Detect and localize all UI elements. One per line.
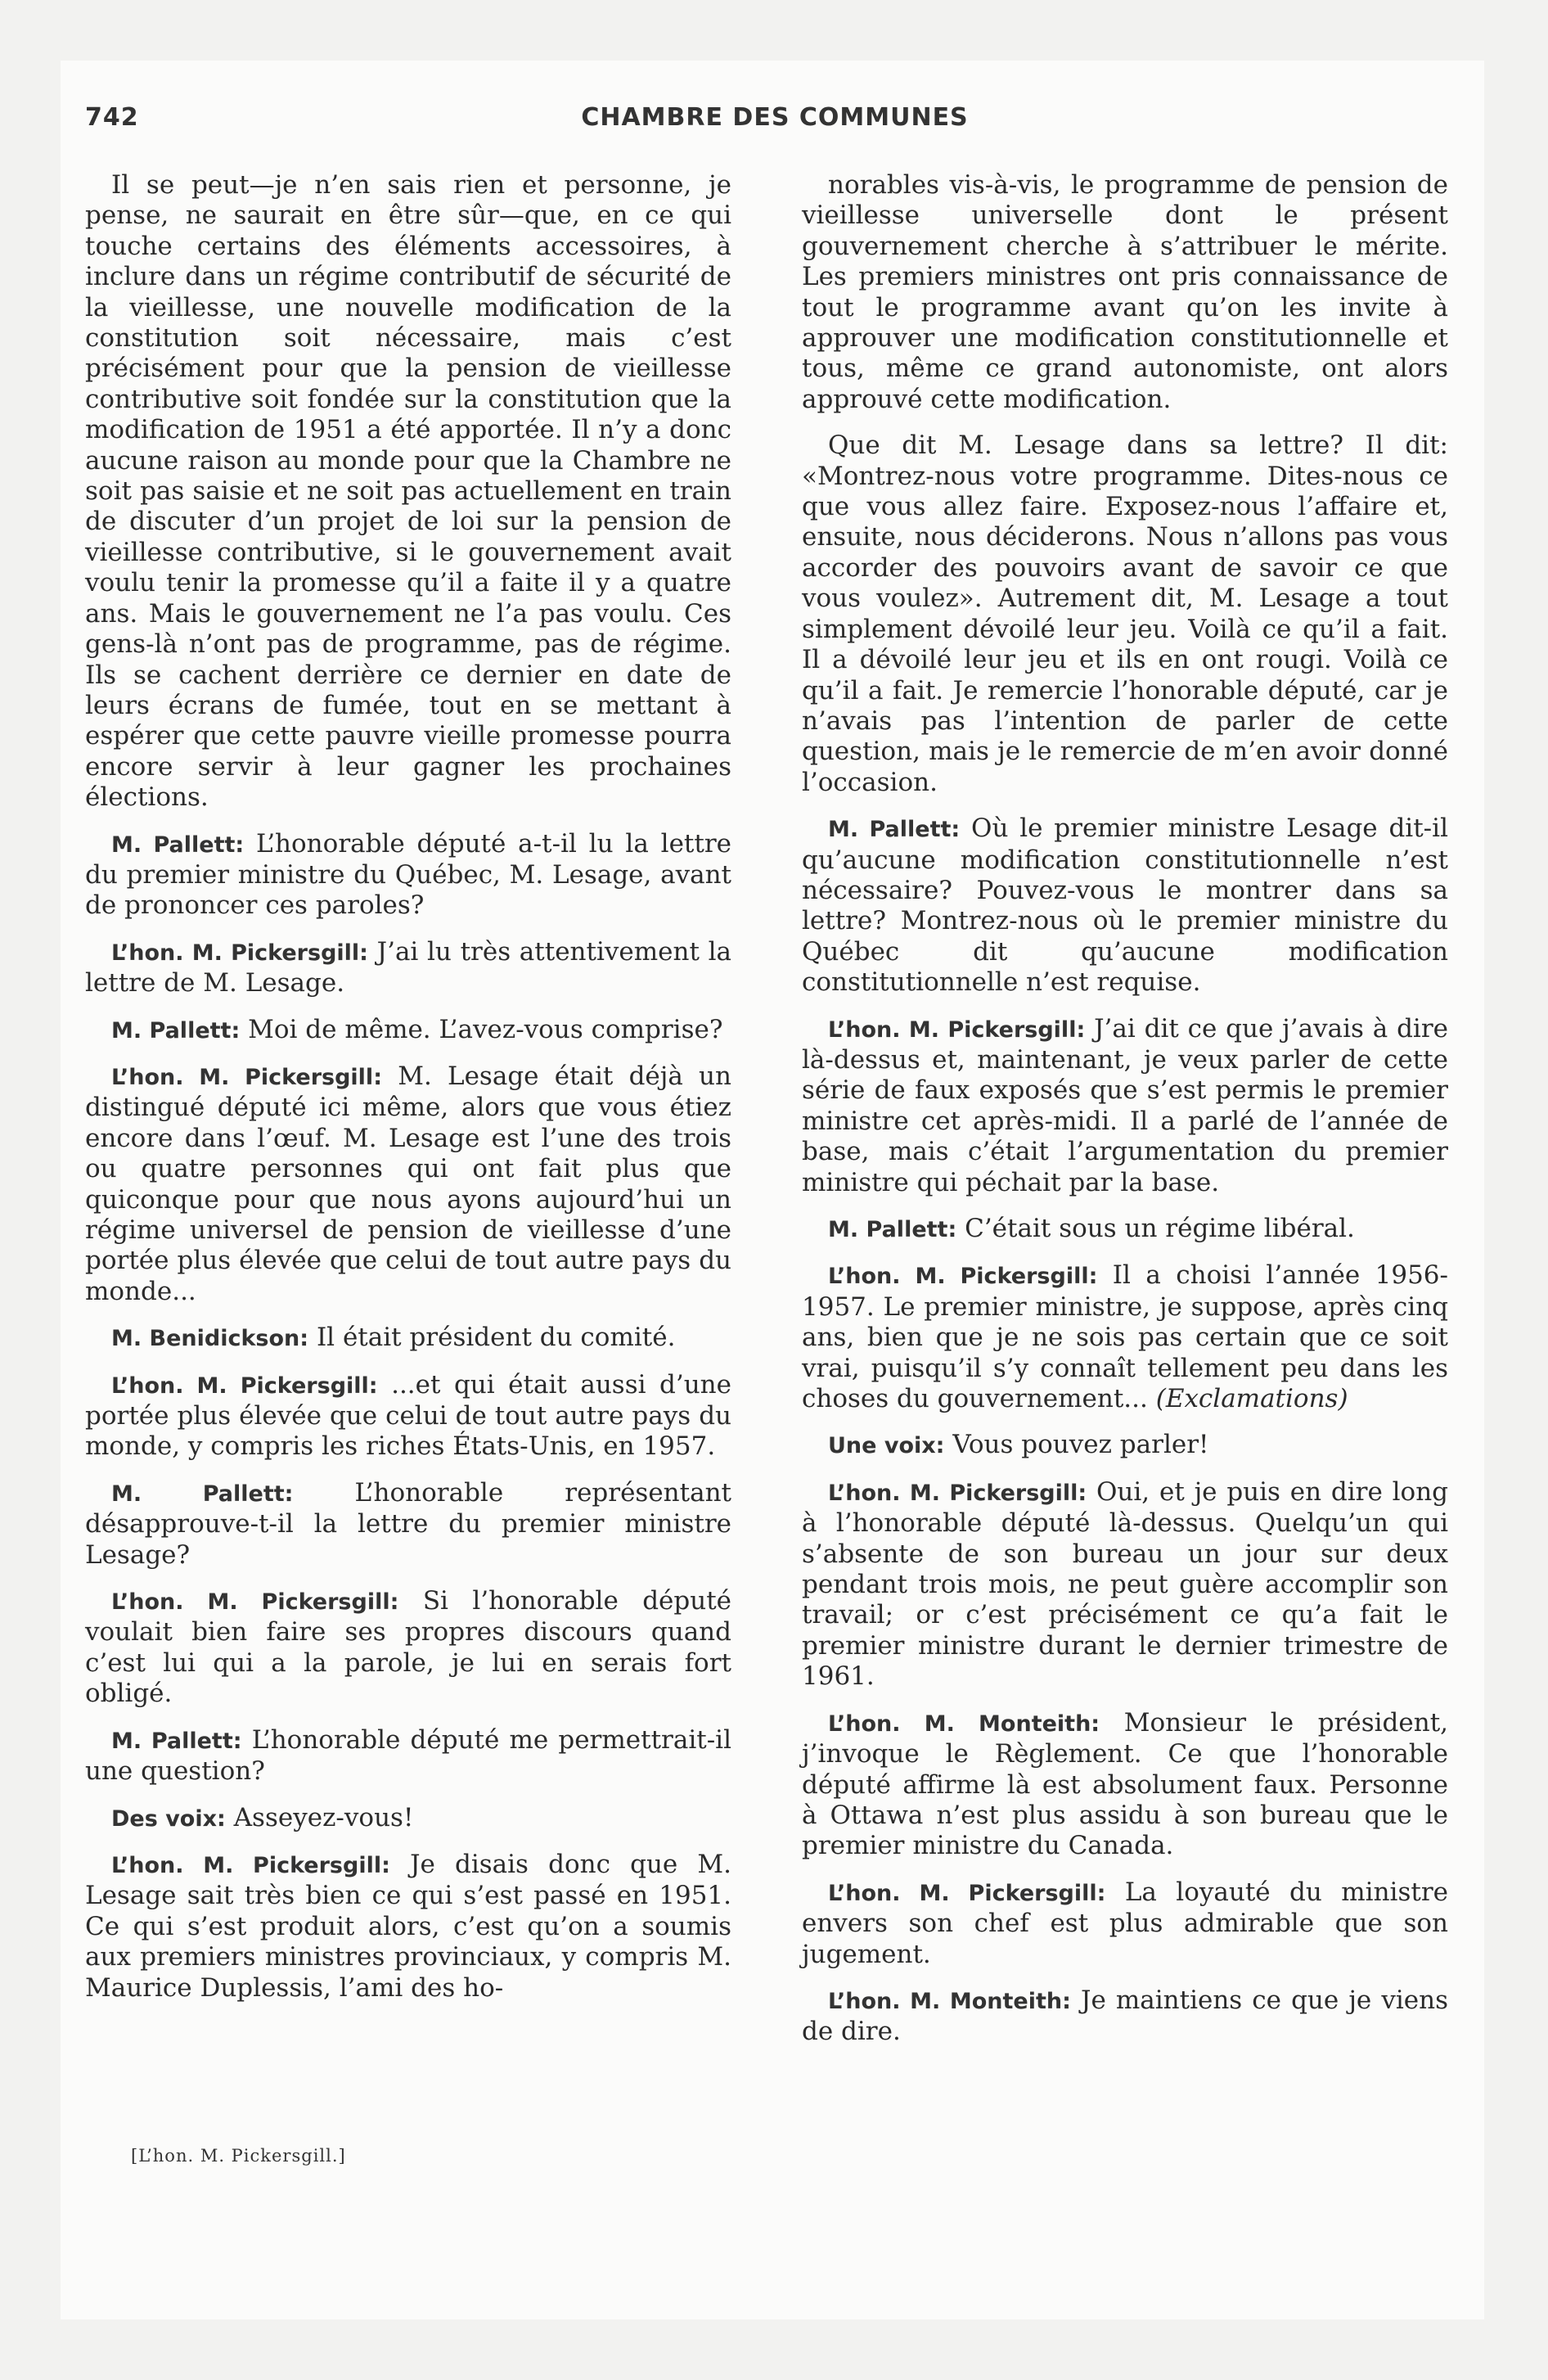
paragraph [802,1014,1448,1198]
speaker-name: L’hon. M. Pickersgill: [828,1264,1098,1290]
speaker-name: L’hon. M. Pickersgill: [111,1852,390,1878]
paragraph-text: J’ai dit ce que j’avais à dire là-dessus et, maintenant, je veux parler de cette série de faux exposés que s’est permis le premier ministre cet après-midi. Il a parlé de l’année de base, mais c’était l’argumentation du premier ministre qui péchait par la base. [802,1013,1449,1197]
paragraph-text: L’honorable député me permettrait-il une question? [85,1724,732,1787]
page-header [85,103,1465,144]
paragraph-text: M. Lesage était déjà un distingué député ici même, alors que vous étiez encore dans l’œuf. M. Lesage est l’une des trois ou quatre personnes qui ont fait plus que quiconque pour que nous ayons aujourd’hui un régime universel de pension de vieillesse d’une portée plus élevée que celui de tout autre pays du monde... [85,1061,731,1306]
speaker-name: M. Pallett: [111,1728,242,1754]
paragraph [802,814,1448,998]
paragraph-text: Si l’honorable député voulait bien faire ses propres discours quand c’est lui qui a la parole, je lui en serais fort obligé. [85,1586,732,1709]
stage-direction: (Exclamations) [1155,1384,1348,1414]
paragraph-text: Il était président du comité. [316,1323,676,1353]
speaker-name: L’hon. M. Monteith: [828,1988,1071,2014]
paragraph [85,937,731,999]
paragraph [85,1062,731,1307]
speaker-name: Une voix: [828,1433,945,1459]
speaker-name: L’hon. M. Pickersgill: [828,1880,1106,1906]
speaker-name: L’hon. M. Pickersgill: [828,1480,1087,1506]
paragraph-text: Je disais donc que M. Lesage sait très bien ce qui s’est passé en 1951. Ce qui s’est produit alors, c’est qu’on a soumis aux premiers ministres provinciaux, y compris M. Maurice Duplessis, l’ami des ho- [85,1849,732,2003]
paragraph [802,170,1448,415]
paragraph [85,1015,731,1046]
paragraph-text: Vous pouvez parler! [952,1430,1209,1460]
right-column [802,170,1448,2063]
paragraph [85,1803,731,1834]
paragraph [802,1214,1448,1245]
paragraph [85,1725,731,1787]
paragraph-text: Je maintiens ce que je viens de dire. [802,1985,1448,2047]
speaker-name: M. Pallett: [111,1017,241,1044]
paragraph [85,1370,731,1463]
speaker-name: L’hon. M. Pickersgill: [111,1373,378,1399]
paragraph [85,1478,731,1571]
speaker-name: M. Pallett: [111,1481,294,1507]
speaker-name: M. Pallett: [828,1217,957,1242]
speaker-name: Des voix: [111,1805,226,1832]
paragraph [85,829,731,922]
paragraph [802,1877,1448,1970]
paragraph-text: Il se peut—je n’en sais rien et personne, je pense, ne saurait en être sûr—que, en ce qui touche certains des éléments accessoires, à inclure dans un régime contributif de sécurité de la vieillesse, une nouvelle modification de la constitution soit nécessaire, mais c’est précisément pour que la pension de vieillesse contributive soit fondée sur la constitution que la modification de 1951 a été apportée. Il n’y a donc aucune raison au monde pour que la Chambre ne soit pas saisie et ne soit pas actuellement en train de discuter d’un projet de loi sur la pension de vieillesse contributive, si le gouvernement avait voulu tenir la promesse qu’il a faite il y a quatre ans. Mais le gouvernement ne l’a pas voulu. Ces gens-là n’ont pas de programme, pas de régime. Ils se cachent derrière ce dernier en date de leurs écrans de fumée, tout en se mettant à espérer que cette pauvre vieille promesse pourra encore servir à leur gagner les prochaines élections. [85,170,731,813]
paragraph-text: La loyauté du ministre envers son chef est plus admirable que son jugement. [802,1877,1448,1969]
paragraph [85,1850,731,2004]
speaker-name: M. Benidickson: [111,1326,309,1352]
running-title: CHAMBRE DES COMMUNES [581,103,969,132]
paragraph-text: Que dit M. Lesage dans sa lettre? Il dit: «Montrez-nous votre programme. Dites-nous ce que vous allez faire. Exposez-nous l’affaire et, ensuite, nous déciderons. Nous n’allons pas vous accorder des pouvoirs avant de savoir ce que vous voulez». Autrement dit, M. Lesage a tout simplement dévoilé leur jeu. Voilà ce qu’il a fait. Il a dévoilé leur jeu et ils en ont rougi. Voilà ce qu’il a fait. Je remercie l’honorable député, car je n’avais pas l’intention de parler de cette question, mais je le remercie de m’en avoir donné l’occasion. [802,430,1448,797]
speaker-name: L’hon. M. Pickersgill: [111,1589,399,1616]
speaker-name: L’hon. M. Pickersgill: [111,940,368,966]
speaker-name: L’hon. M. Pickersgill: [111,1064,382,1090]
paragraph-text: L’honorable représentant désapprouve-t-il la lettre du premier ministre Lesage? [85,1477,731,1570]
speaker-name: M. Pallett: [828,817,961,843]
speaker-name: L’hon. M. Pickersgill: [828,1016,1086,1043]
footer-speaker-note: [L’hon. M. Pickersgill.] [131,2146,346,2166]
paragraph-text: L’honorable député a-t-il lu la lettre du premier ministre du Québec, M. Lesage, avant de prononcer ces paroles? [85,828,731,921]
paragraph [85,1586,731,1710]
paragraph [802,1708,1448,1862]
paragraph-text: Moi de même. L’avez-vous comprise? [248,1014,723,1044]
paragraph [802,1430,1448,1461]
paragraph-text: Asseyez-vous! [233,1802,414,1832]
paragraph-text: Où le premier ministre Lesage dit-il qu’aucune modification constitutionnelle n’est nécessaire? Pouvez-vous le montrer dans sa lettre? Montrez-nous où le premier ministre du Québec dit qu’aucune modification constitutionnelle n’est requise. [802,814,1448,998]
page-number: 742 [85,103,139,132]
paragraph-text: Il a choisi l’année 1956-1957. Le premier ministre, je suppose, après cinq ans, bien que je ne sois pas certain que ce soit vrai, puisqu’il s’y connaît tellement peu dans les choses du gouvernement... [802,1260,1449,1414]
speaker-name: M. Pallett: [111,832,245,858]
paragraph-text: C’était sous un régime libéral. [965,1214,1355,1243]
paragraph [85,170,731,814]
left-column [85,170,731,2019]
paragraph-text: Oui, et je puis en dire long à l’honorable député là-dessus. Quelqu’un qui s’absente de son bureau un jour sur deux pendant trois mois, ne peut guère accomplir son travail; or c’est précisément ce qu’a fait le premier ministre durant le dernier trimestre de 1961. [802,1476,1449,1692]
paragraph-text: J’ai lu très attentivement la lettre de M. Lesage. [85,936,731,998]
paragraph [85,1323,731,1354]
paragraph [802,430,1448,798]
paragraph [802,1477,1448,1693]
paragraph-text: Monsieur le président, j’invoque le Règlement. Ce que l’honorable député affirme là est absolument faux. Personne à Ottawa n’est plus assidu à son bureau que le premier ministre du Canada. [802,1707,1449,1861]
paragraph-text: norables vis-à-vis, le programme de pension de vieillesse universelle dont le présent gouvernement cherche à s’attribuer le mérite. Les premiers ministres ont pris connaissance de tout le programme avant qu’on les invite à approuver une modification constitutionnelle et tous, même ce grand autonomiste, ont alors approuvé cette modification. [802,170,1448,414]
paragraph-text: ...et qui était aussi d’une portée plus élevée que celui de tout autre pays du monde, y compris les riches États-Unis, en 1957. [85,1369,731,1462]
paragraph [802,1260,1448,1414]
speaker-name: L’hon. M. Monteith: [828,1711,1100,1737]
paragraph [802,1986,1448,2048]
